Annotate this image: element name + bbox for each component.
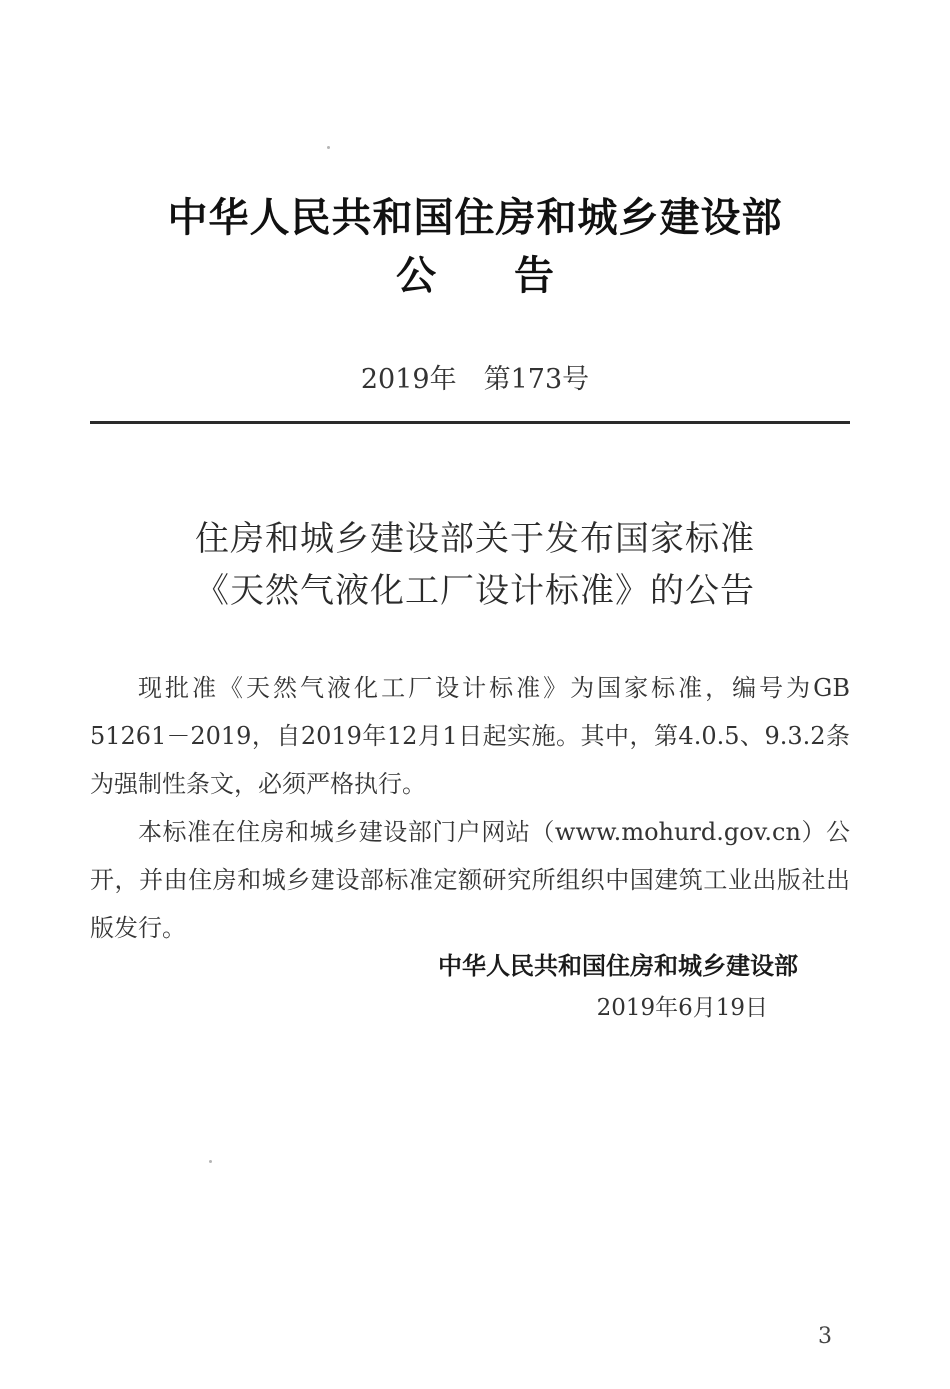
page-number: 3 (818, 1324, 832, 1349)
notice-title-left: 公 (396, 253, 436, 299)
issue-date: 2019年6月19日 (596, 995, 768, 1021)
body-paragraph-1: 现批准《天然气液化工厂设计标准》为国家标准，编号为GB 51261－2019，自2019年12月1日起实施。其中，第4.0.5、9.3.2条为强制性条文，必须严格执行。 (90, 674, 850, 798)
body-paragraph-2: 本标准在住房和城乡建设部门户网站（www.mohurd.gov.cn）公开，并由住房和城乡建设部标准定额研究所组织中国建筑工业出版社出版发行。 (90, 818, 850, 942)
notice-title (0, 250, 950, 302)
headline-line-1: 住房和城乡建设部关于发布国家标准 (195, 519, 755, 559)
ministry-title: 中华人民共和国住房和城乡建设部 (167, 195, 783, 241)
header-divider (90, 421, 850, 424)
notice-title-right: 告 (514, 253, 554, 299)
announcement-body (90, 664, 850, 952)
announcement-headline (0, 513, 950, 617)
issue-number: 2019年 第173号 (360, 364, 590, 395)
issuer-signature: 中华人民共和国住房和城乡建设部 (438, 952, 798, 980)
scan-speck (209, 1160, 212, 1163)
scan-speck (327, 146, 330, 149)
headline-line-2: 《天然气液化工厂设计标准》的公告 (195, 571, 755, 611)
